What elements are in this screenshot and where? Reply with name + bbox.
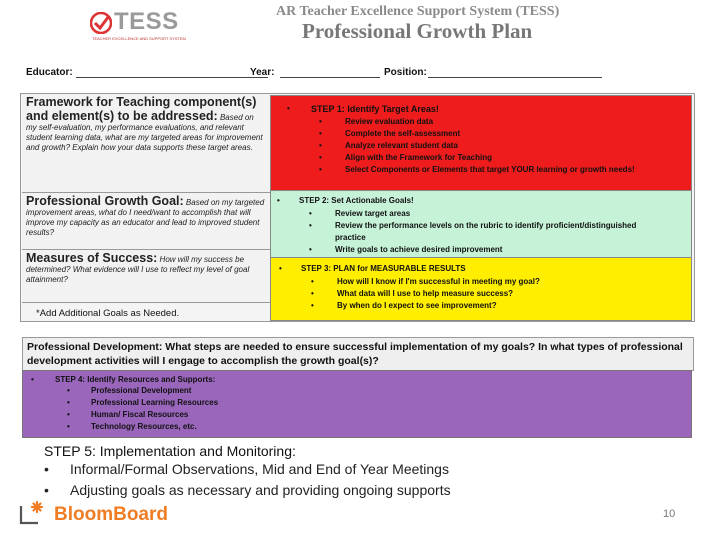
growth-goal-cell <box>22 193 270 250</box>
framework-description: Based on my self-evaluation, my performance evaluations, and relevant student learning data, what are my targeted areas for improvement and growth? Explain how your data supports these target areas. <box>26 113 263 152</box>
framework-cell <box>22 94 270 193</box>
list-item: • Write goals to achieve desired improvement <box>309 245 503 254</box>
list-item: • Analyze relevant student data <box>319 141 458 150</box>
page-title: Professional Growth Plan <box>302 19 533 43</box>
list-item: • Professional Development <box>67 386 192 395</box>
position-label: Position: <box>384 67 427 78</box>
info-row <box>26 67 626 81</box>
step4-title: STEP 4: Identify Resources and Supports: <box>55 375 216 384</box>
framework-heading: Framework for Teaching component(s) and element(s) to be addressed: <box>26 95 257 123</box>
measures-description: How will my success be determined? What evidence will I use to reflect my level of goal attainment? <box>26 255 250 284</box>
growth-goal-description: Based on my targeted improvement areas, what do I need/want to accomplish that will improve my capacity as an educator and lead to improved student results? <box>26 198 265 237</box>
step3-list <box>311 276 540 312</box>
year-field[interactable] <box>280 67 380 78</box>
list-item: practice <box>335 233 366 242</box>
step2-list <box>309 208 637 256</box>
educator-field[interactable] <box>76 67 268 78</box>
growth-goal-heading: Professional Growth Goal: <box>26 194 184 208</box>
step3-title: STEP 3: PLAN for MEASURABLE RESULTS <box>301 264 466 273</box>
step4-box <box>22 370 692 438</box>
step2-bullet: • <box>277 196 280 205</box>
step2-title: STEP 2: Set Actionable Goals! <box>299 196 414 205</box>
checkmark-logo-icon <box>90 12 112 34</box>
list-item: • Professional Learning Resources <box>67 398 219 407</box>
list-item: • Technology Resources, etc. <box>67 422 197 431</box>
list-item: • How will I know if I'm successful in meeting my goal? <box>311 277 540 286</box>
list-item: • Select Components or Elements that target YOUR learning or growth needs! <box>319 165 635 174</box>
add-goals-note: *Add Additional Goals as Needed. <box>36 308 180 319</box>
step5-item: • Adjusting goals as necessary and providing ongoing supports <box>44 482 451 498</box>
step1-box <box>270 95 692 191</box>
bloomboard-logo <box>18 498 188 528</box>
logo-text: TESS <box>114 8 179 35</box>
list-item: • Complete the self-assessment <box>319 129 461 138</box>
list-item: • Human/ Fiscal Resources <box>67 410 189 419</box>
tess-logo <box>90 10 200 40</box>
list-item: • Review evaluation data <box>319 117 434 126</box>
list-item: • Review the performance levels on the rubric to identify proficient/distinguished <box>309 221 637 230</box>
step1-bullet: • <box>287 104 290 113</box>
list-item: • Align with the Framework for Teaching <box>319 153 492 162</box>
list-item: • By when do I expect to see improvement? <box>311 301 497 310</box>
position-field[interactable] <box>428 67 602 78</box>
list-item: • Review target areas <box>309 209 411 218</box>
bloomboard-mark-icon <box>18 500 48 526</box>
professional-development-text: Professional Development: What steps are needed to ensure successful implementation of my goals? In what types of professional development activities will I engage to accomplish the growth goal(s)? <box>27 341 683 367</box>
page-number: 10 <box>663 508 676 520</box>
header-subtitle: AR Teacher Excellence Support System (TESS) <box>276 4 560 19</box>
step5-item: • Informal/Formal Observations, Mid and End of Year Meetings <box>44 461 449 477</box>
step4-list <box>67 385 219 433</box>
list-item: • What data will I use to help measure success? <box>311 289 514 298</box>
brand-name: BloomBoard <box>54 504 168 525</box>
step1-title: STEP 1: Identify Target Areas! <box>311 104 439 114</box>
step5-title: STEP 5: Implementation and Monitoring: <box>44 443 296 459</box>
year-label: Year: <box>250 67 275 78</box>
step2-box <box>270 190 692 258</box>
step3-box <box>270 257 692 321</box>
step3-bullet: • <box>279 264 282 273</box>
measures-heading: Measures of Success: <box>26 251 158 265</box>
logo-tagline: TEACHER EXCELLENCE AND SUPPORT SYSTEM <box>92 36 186 41</box>
step1-list <box>319 116 635 176</box>
step4-bullet: • <box>31 375 34 384</box>
professional-development-cell <box>22 337 694 371</box>
educator-label: Educator: <box>26 67 73 78</box>
measures-cell <box>22 250 270 303</box>
